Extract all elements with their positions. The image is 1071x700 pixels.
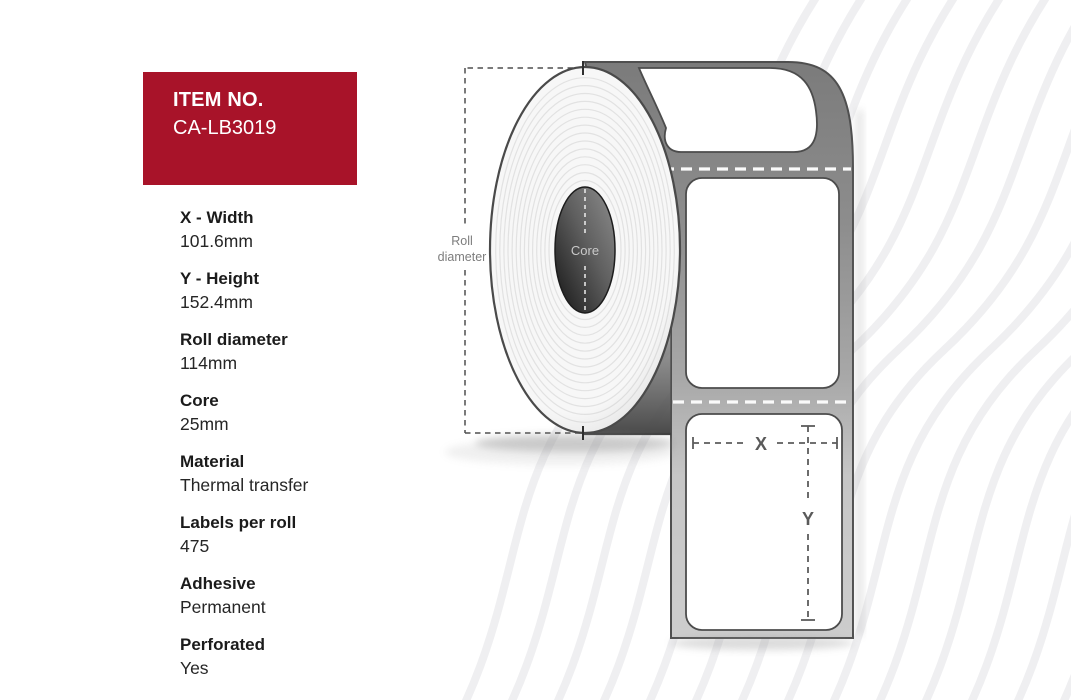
spec-label: Roll diameter bbox=[180, 330, 288, 349]
roll-diameter-label-line2: diameter bbox=[437, 250, 487, 264]
spec-row-roll-diameter bbox=[180, 329, 308, 375]
item-number-value: CA-LB3019 bbox=[173, 117, 277, 139]
spec-row-x-width bbox=[180, 207, 308, 253]
item-number-box bbox=[143, 72, 357, 185]
spec-label: Y - Height bbox=[180, 269, 260, 288]
roll-illustration bbox=[490, 67, 680, 433]
spec-value: 152.4mm bbox=[180, 292, 253, 312]
spec-label: Perforated bbox=[180, 635, 266, 654]
spec-value: Yes bbox=[180, 658, 209, 678]
roll-shadow-soft bbox=[445, 439, 675, 465]
spec-row-core bbox=[180, 390, 308, 436]
roll-diameter-label-line1: Roll bbox=[451, 234, 473, 248]
item-number-title: ITEM NO. bbox=[173, 89, 264, 111]
spec-label: X - Width bbox=[180, 208, 254, 227]
spec-value: 475 bbox=[180, 536, 210, 556]
spec-label: Adhesive bbox=[180, 574, 256, 593]
spec-list bbox=[180, 207, 308, 695]
spec-value: Permanent bbox=[180, 597, 266, 617]
spec-row-material bbox=[180, 451, 308, 497]
spec-row-perforated bbox=[180, 634, 308, 680]
spec-value: 101.6mm bbox=[180, 231, 253, 251]
spec-value: 114mm bbox=[180, 353, 238, 373]
y-dimension-label: Y bbox=[801, 509, 815, 529]
core-label: Core bbox=[570, 243, 600, 258]
spec-row-labels-per-roll bbox=[180, 512, 308, 558]
strip-bottom-shadow bbox=[670, 636, 854, 650]
spec-value: Thermal transfer bbox=[180, 475, 309, 495]
spec-label: Material bbox=[180, 452, 245, 471]
spec-row-y-height bbox=[180, 268, 308, 314]
spec-row-adhesive bbox=[180, 573, 308, 619]
spec-label: Core bbox=[180, 391, 219, 410]
middle-label bbox=[686, 178, 839, 388]
strip-side-shadow bbox=[856, 110, 863, 635]
top-label bbox=[639, 68, 817, 152]
spec-value: 25mm bbox=[180, 414, 229, 434]
x-dimension-label: X bbox=[754, 434, 768, 454]
spec-label: Labels per roll bbox=[180, 513, 297, 532]
